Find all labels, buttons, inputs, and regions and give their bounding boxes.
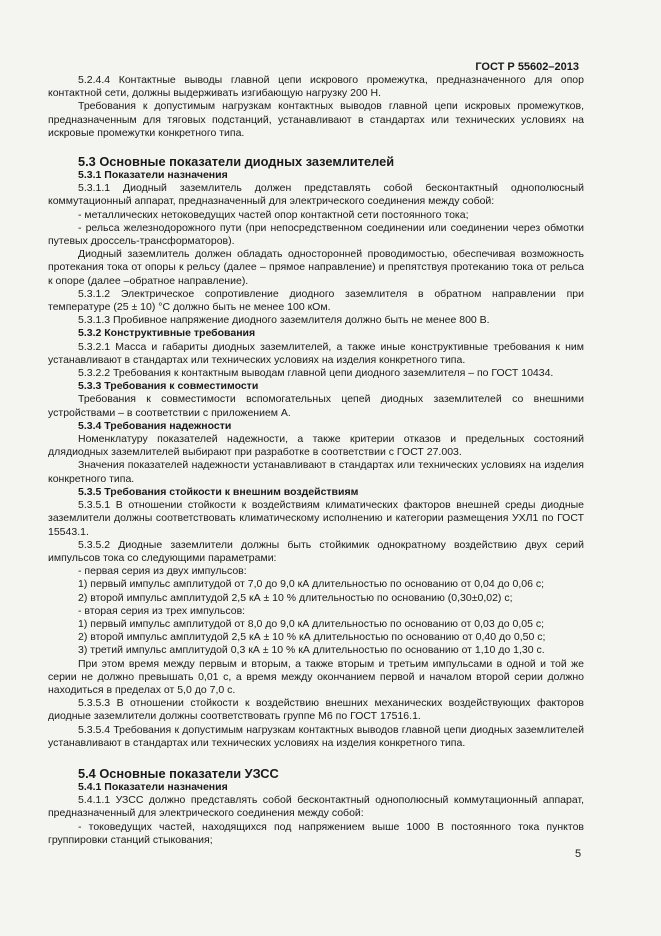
paragraph: Требования к допустимым нагрузкам контактных выводов главной цепи искровых промежутков, предназначенным для тяговых подстанций, устанавливают в стандартах или технических условиях на искровые промежутки конкретного типа.	[48, 100, 584, 139]
subsection-heading: 5.3.3 Требования к совместимости	[78, 380, 259, 393]
paragraph: 5.3.5.4 Требования к допустимым нагрузкам контактных выводов главной цепи диодных заземлителей устанавливают в стандартах или технических условиях на изделия конкретного типа.	[48, 723, 584, 749]
section-heading: 5.3 Основные показатели диодных заземлителей	[78, 154, 395, 170]
paragraph: - вторая серия из трех импульсов:	[78, 604, 246, 617]
section-heading: 5.4 Основные показатели УЗСС	[78, 765, 279, 781]
paragraph: 1) первый импульс амплитудой от 8,0 до 9,0 кА длительностью по основанию от 0,03 до 0,05 с;	[78, 617, 545, 630]
paragraph: - первая серия из двух импульсов:	[78, 565, 247, 578]
paragraph: 5.3.5.1 В отношении стойкости к воздействиям климатических факторов внешней среды диодные заземлители должны соответствовать климатическому исполнению и категории размещения УХЛ1 по ГОСТ 15543.1.	[48, 499, 584, 538]
paragraph: - металлических нетоковедущих частей опор контактной сети постоянного тока;	[78, 208, 469, 221]
paragraph: 5.3.5.3 В отношении стойкости к воздействию внешних механических воздействующих факторов диодные заземлители должны соответствовать группе М6 по ГОСТ 17516.1.	[48, 697, 584, 723]
spacer	[48, 750, 584, 766]
paragraph: Требования к совместимости вспомогательных цепей диодных заземлителей со внешними устройствами – в соответствии с приложением А.	[48, 393, 584, 419]
paragraph: - рельса железнодорожного пути (при непосредственном соединении или соединении через обмотки путевых дроссель-трансформаторов).	[48, 221, 584, 248]
paragraph: 5.2.4.4 Контактные выводы главной цепи искрового промежутка, предназначенного для опор контактной сети, должны выдерживать изгибающую нагрузку 200 Н.	[48, 74, 584, 100]
paragraph: Значения показателей надежности устанавливают в стандартах или технических условиях на изделия конкретного типа.	[48, 459, 584, 485]
paragraph: 5.3.5.2 Диодные заземлители должны быть стойкимик однократному воздействию двух серий импульсов тока со следующими параметрами:	[48, 538, 584, 564]
page-number: 5	[575, 848, 582, 860]
document-body	[48, 74, 584, 847]
paragraph: 1) первый импульс амплитудой от 7,0 до 9,0 кА длительностью по основанию от 0,04 до 0,06 с;	[78, 578, 545, 591]
paragraph: 5.3.1.1 Диодный заземлитель должен представлять собой бесконтактный однополюсный коммутационный аппарат, предназначенный для электрического соединения между собой:	[48, 182, 584, 208]
subsection-heading: 5.3.5 Требования стойкости к внешним воздействиям	[78, 485, 359, 498]
paragraph: - токоведущих частей, находящихся под напряжением выше 1000 В постоянного тока пунктов группировки станций стыкования;	[48, 820, 584, 846]
spacer	[48, 140, 584, 154]
paragraph: 3) третий импульс амплитудой 0,3 кА ± 10 % кА длительностью по основанию от 1,10 до 1,30 с.	[78, 644, 545, 657]
paragraph: 5.3.2.2 Требования к контактным выводам главной цепи диодного заземлителя – по ГОСТ 10434.	[78, 367, 554, 380]
paragraph: 5.3.1.2 Электрическое сопротивление диодного заземлителя в обратном направлении при температуре (25 ± 10) °С должно быть не менее 100 кОм.	[48, 287, 584, 314]
paragraph: 2) второй импульс амплитудой 2,5 кА ± 10 % длительностью по основанию (0,30±0,02) с;	[78, 591, 513, 604]
subsection-heading: 5.3.1 Показатели назначения	[78, 169, 228, 182]
subsection-heading: 5.3.4 Требования надежности	[78, 419, 232, 432]
paragraph: 5.3.1.3 Пробивное напряжение диодного заземлителя должно быть не менее 800 В.	[78, 314, 490, 327]
paragraph: 2) второй импульс амплитудой 2,5 кА ± 10 % кА длительностью по основанию от 0,40 до 0,50 с;	[78, 631, 546, 644]
paragraph: Номенклатуру показателей надежности, а также критерии отказов и предельных состояний длядиодных заземлителей выбирают при разработке в соответствии с ГОСТ 27.003.	[48, 433, 584, 459]
subsection-heading: 5.4.1 Показатели назначения	[78, 780, 228, 793]
subsection-heading: 5.3.2 Конструктивные требования	[78, 327, 256, 340]
paragraph: 5.3.2.1 Масса и габариты диодных заземлителей, а также иные конструктивные требования к ним устанавливают в стандартах или технических условиях на изделия конкретного типа.	[48, 340, 584, 366]
paragraph: Диодный заземлитель должен обладать односторонней проводимостью, обеспечивая возможность протекания тока от опоры к рельсу (далее – прямое направление) и препятствуя протеканию тока от рельса к опоре (далее –обратное направление).	[48, 248, 584, 287]
paragraph: При этом время между первым и вторым, а также вторым и третьим импульсами в одной и той же серии не должно превышать 0,01 с, а время между окончанием первой и началом второй серии должно находиться в пределах от 5,0 до 7,0 с.	[48, 657, 584, 696]
paragraph: 5.4.1.1 УЗСС должно представлять собой бесконтактный однополюсный коммутационный аппарат, предназначенный для электрического соединения между собой:	[48, 794, 584, 820]
standard-number: ГОСТ Р 55602–2013	[475, 61, 579, 73]
